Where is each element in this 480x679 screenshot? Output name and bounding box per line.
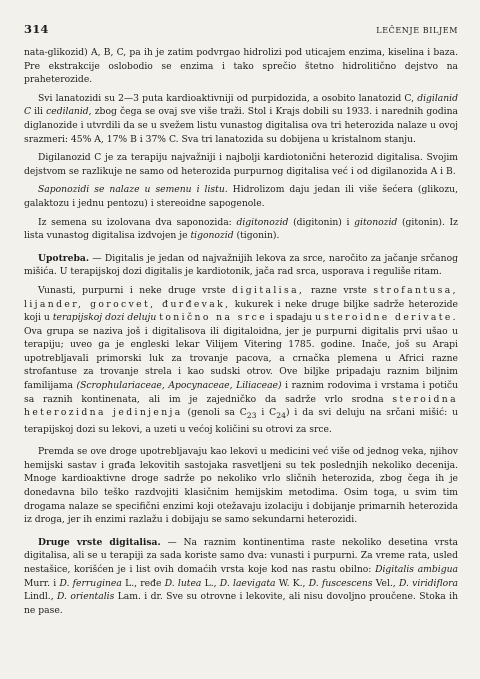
paragraph: Iz semena su izolovana dva saponozida: digitonozid (digitonin) i gitonozid (gitonin). Iz lista vunastog digitalisa izdvojen je tigonozid (tigonin).: [24, 216, 459, 242]
paragraph: Upotreba. — Digitalis je jedan od najvažnijih lekova za srce, naročito za jačanje srčanog mišića. U terapijskoj dozi digitalis je kardiotonik, jača rad srca, usporava i reguliše ritam.: [24, 252, 458, 278]
page-header: [24, 22, 458, 36]
section-heading: Druge vrste digitalisa.: [38, 536, 161, 548]
section-heading: Upotreba.: [38, 252, 90, 264]
paragraph: Druge vrste digitalisa. — Na raznim kontinentima raste nekoliko desetina vrsta digitalisa, ali se u terapiji za sada koriste samo dva: vunasti i purpurni. Za vreme rata, usled nestašice, korišćen je i list ovih domaćih vrsta koje kod nas rastu obilno: Digitalis ambigua Murr. i D. ferruginea L., ređe D. lutea L., D. laevigata W. K., D. fuscescens Vel., D. viridiflora Lindl., D. orientalis Lam. i dr. Sve su otrovne i lekovite, ali nisu dovoljno proučene. Stoka ih ne pase.: [24, 536, 459, 616]
paragraph: Premda se ove droge upotrebljavaju kao lekovi u medicini već više od jednog veka, njihov hemijski sastav i građa lekovitih sastojaka rasvetljeni su tek poslednjih nekoliko decenija. Mnoge kardioaktivne droge sadrže po nekoliko vrlo sličnih heterozida, zbog čega ih je donedavna bilo teško razdvojiti klasičnim hemijskim metodima. Osim toga, u svim tim drogama nalaze se specifični enzimi koji otežavaju izolaciju i dobijanje primarnih heterozida iz droga, jer ih enzimi razlažu i dobijaju se samo sekundarni heterozidi.: [24, 446, 458, 526]
paragraph: Vunasti, purpurni i neke druge vrste digitalisa, razne vrste strofantusa, lijander, gorocvet, đurđevak, kukurek i neke druge biljke sadrže heterozide koji u terapijskoj dozi deluju tonično na srce i spadaju u steroidne derivate. Ova grupa se naziva još i digitalisova ili digitaloidna, jer je purpurni digitalis prvi ušao u terapiju; uveo ga je engleski lekar Vilijem Vitering 1785. godine. Inače, još su Arapi upotrebljavali primorski luk za trovanje pacova, a crnačka plemena u Africi razne strofantuse za trovanje strela i kao sudski otrov. Ove biljke pripadaju raznim biljnim familijama (Scrophulariaceae, Apocynaceae, Liliaceae) i raznim rodovima i vrstama i potiču sa raznih kontinenata, ali im je zajedničko da sadrže vrlo srodna steroidna heterozidna jedinjenja (genoli sa $C_{23}$ i $C_{24}$) i da svi deluju na srčani mišić: u terapijskoj dozi su lekovi, a uzeti u većoj količini su otrovi za srce.: [24, 284, 458, 435]
paragraph: Digilanozid C je za terapiju najvažniji i najbolji kardiotonični heterozid digitalisa. Svojim dejstvom se razlikuje ne samo od heterozida purpurnog digitalisa već i od digilanozida A i B.: [24, 152, 458, 177]
paragraph: nata-glikozid) A, B, C, pa ih je zatim podvrgao hidrolizi pod uticajem enzima, kiselina i baza. Pre ekstrakcije oslobodio se enzima i tako sprečio štetno hidrolitično dejstvo na praheterozide.: [24, 47, 458, 86]
running-head: LEČENJE BILJEM: [376, 26, 458, 35]
paragraph: Svi lanatozidi su 2—3 puta kardioaktivniji od purpidozida, a osobito lanatozid C, digilanid C ili cedilanid, zbog čega se ovaj sve više traži. Stol i Krajs dobili su 1933. i narednih godina diglanozide i utvrdili da se u svežem listu vunastog digitalisa ova tri heterozida nalaze u ovoj srazmeri: 45% A, 17% B i 37% C. Sva tri lanatozida su dobijena u kristalnom stanju.: [24, 92, 459, 145]
body-text: [24, 46, 458, 617]
page-number: 314: [24, 22, 49, 36]
paragraph: Saponozidi se nalaze u semenu i listu. Hidrolizom daju jedan ili više šećera (glikozu, galaktozu i jednu pentozu) i stereoidne sapogenole.: [24, 184, 458, 209]
